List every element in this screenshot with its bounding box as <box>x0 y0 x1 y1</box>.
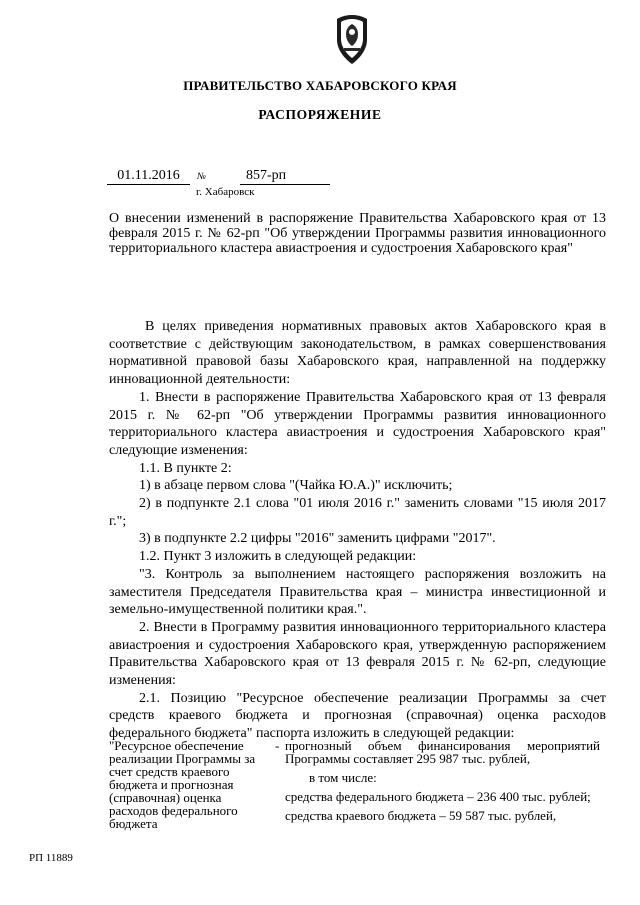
table-line: прогнозный объем финансирования мероприятий Программы составляет 295 987 тыс. рублей, <box>285 738 600 766</box>
document-subject: О внесении изменений в распоряжение Правительства Хабаровского края от 13 февраля 2015 г. № 62-рп "Об утверждении Программы развития инновационного территориального кластера авиастроения и судостроения Хабаровского края" <box>109 211 606 256</box>
paragraph: 2) в подпункте 2.1 слова "01 июля 2016 г." заменить словами "15 июля 2017 г."; <box>109 496 606 529</box>
government-title: ПРАВИТЕЛЬСТВО ХАБАРОВСКОГО КРАЯ <box>183 78 457 93</box>
table-dash: - <box>275 738 280 753</box>
paragraph: 2.1. Позицию "Ресурсное обеспечение реализации Программы за счет средств краевого бюджета и прогнозная (справочная) оценка расходов федерального бюджета" паспорта изложить в следующей редакции: <box>109 690 606 742</box>
paragraph: 1.1. В пункте 2: <box>139 460 232 476</box>
paragraph: В целях приведения нормативных правовых актов Хабаровского края в соответствие с действующим законодательством, в рамках совершенствования нормативной правовой базы Хабаровского края, направленной на поддержку инновационной деятельности: <box>109 319 606 388</box>
document-date: 01.11.2016 <box>107 168 190 185</box>
table-line: в том числе: <box>309 770 377 785</box>
paragraph: 1) в абзаце первом слова "(Чайка Ю.А.)" исключить; <box>139 478 453 494</box>
coat-of-arms-emblem <box>331 14 373 66</box>
number-sign: № <box>197 172 206 182</box>
table-line: средства федерального бюджета – 236 400 тыс. рублей; <box>285 789 591 804</box>
paragraph: "3. Контроль за выполнением настоящего распоряжения возложить на заместителя Председателя Правительства края – министра инвестиционной и земельно-имущественной политики края.". <box>109 566 606 618</box>
paragraph: 1. Внести в распоряжение Правительства Хабаровского края от 13 февраля 2015 г. № 62-рп "Об утверждении Программы развития инновационного территориального кластера авиастроения и судостроения Хабаровского края" следующие изменения: <box>109 389 606 458</box>
document-type: РАСПОРЯЖЕНИЕ <box>258 107 382 122</box>
city: г. Хабаровск <box>196 186 255 198</box>
document-number: 857-рп <box>240 168 330 185</box>
paragraph: 3) в подпункте 2.2 цифры "2016" заменить цифрами "2017". <box>139 531 496 547</box>
paragraph: 2. Внести в Программу развития инновационного территориального кластера авиастроения и судостроения Хабаровского края, утвержденную распоряжением Правительства Хабаровского края от 13 февраля 2015 г. № 62-рп, следующие изменения: <box>109 619 606 689</box>
table-left-cell: "Ресурсное обеспечение реализации Программы за счет средств краевого бюджета и прогнозная (справочная) оценка расходов федерального бюджета <box>109 738 256 831</box>
paragraph: 1.2. Пункт 3 изложить в следующей редакции: <box>139 549 417 565</box>
document-body <box>109 318 606 743</box>
table-right-cell <box>285 739 600 822</box>
table-line: средства краевого бюджета – 59 587 тыс. рублей, <box>285 808 557 823</box>
document-code: РП 11889 <box>29 852 73 864</box>
